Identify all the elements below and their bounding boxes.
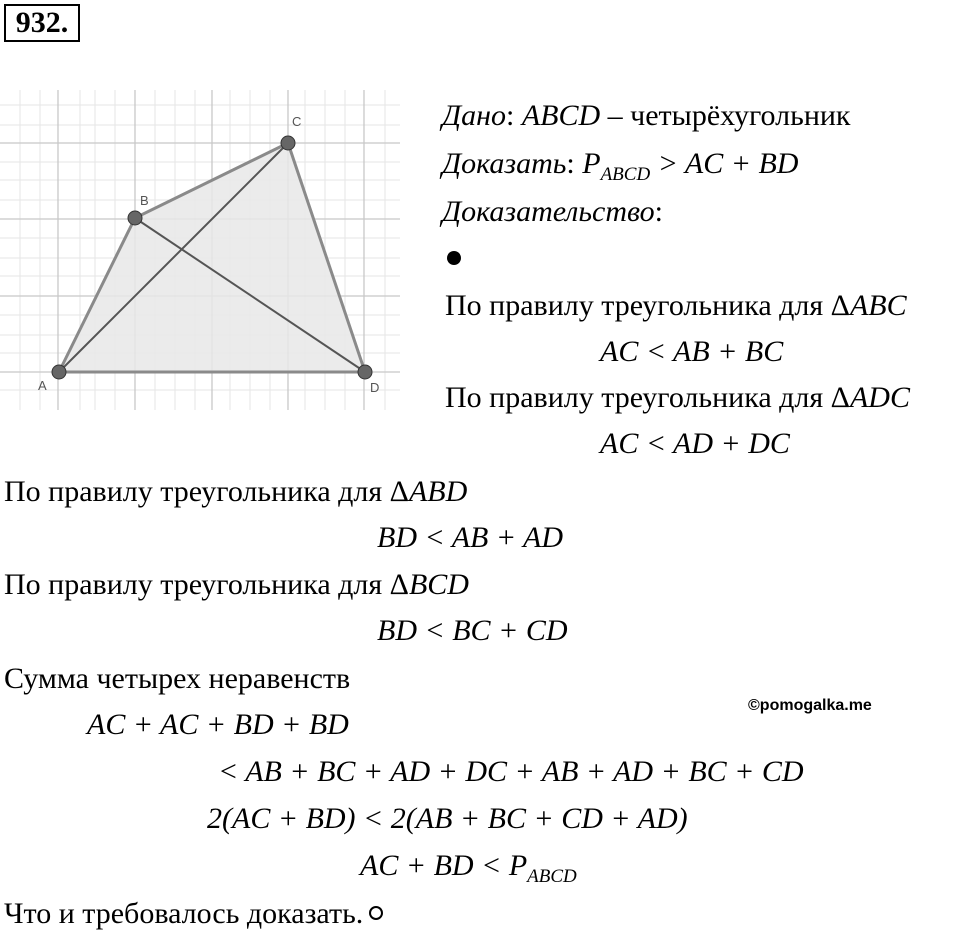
vertex-c — [281, 136, 295, 150]
sum-line-1: AC + AC + BD + BD — [87, 708, 349, 741]
given-dash: – — [607, 99, 623, 132]
step-rule-text: По правилу треугольника для Δ — [4, 568, 409, 601]
final-inequality — [360, 848, 577, 887]
vertex-b — [128, 211, 142, 225]
quadrilateral-figure — [0, 90, 405, 415]
prove-p: P — [582, 147, 601, 180]
given-line — [442, 98, 851, 134]
step-inequality: BD < AB + AD — [377, 521, 564, 554]
step-rule-text: По правилу треугольника для Δ — [4, 475, 409, 508]
label-b: B — [140, 193, 149, 208]
prove-sep: : — [566, 147, 575, 180]
step-rule-text: По правилу треугольника для Δ — [445, 381, 850, 414]
vertex-a — [52, 365, 66, 379]
sum-line-3: 2(AC + BD) < 2(AB + BC + CD + AD) — [207, 802, 688, 835]
proof-label: Доказательство — [442, 195, 655, 228]
prove-label: Доказать — [442, 147, 567, 180]
final-left: AC + BD < P — [360, 849, 528, 882]
problem-number: 932. — [4, 4, 80, 42]
given-object: ABCD — [521, 99, 601, 132]
label-c: C — [292, 114, 302, 129]
given-label: Дано — [442, 99, 506, 132]
watermark: ©pomogalka.me — [748, 697, 872, 714]
end-circle-icon — [369, 906, 383, 920]
step-triangle: ABC — [849, 289, 907, 322]
proof-heading — [442, 194, 663, 230]
prove-line — [442, 146, 799, 185]
step-rule — [4, 474, 467, 510]
step-inequality: BD < BC + CD — [377, 614, 568, 647]
proof-sep: : — [654, 195, 663, 228]
step-triangle: ABD — [408, 475, 468, 508]
step-rule — [4, 567, 469, 603]
step-triangle: ADC — [849, 381, 910, 414]
sum-label: Сумма четырех неравенств — [4, 662, 351, 695]
step-rule-text: По правилу треугольника для Δ — [445, 289, 850, 322]
step-triangle: BCD — [408, 568, 469, 601]
step-inequality: AC < AD + DC — [600, 427, 790, 460]
final-sub: ABCD — [527, 866, 577, 887]
step-rule — [445, 380, 910, 416]
prove-p-sub: ABCD — [600, 164, 651, 185]
vertex-d — [358, 365, 372, 379]
label-d: D — [370, 380, 380, 395]
given-text: четырёхугольник — [630, 99, 851, 132]
conclusion-text: Что и требовалось доказать. — [4, 897, 364, 930]
conclusion — [4, 896, 383, 932]
step-rule — [445, 288, 907, 324]
prove-rest: > AC + BD — [657, 147, 799, 180]
sum-line-2: < AB + BC + AD + DC + AB + AD + BC + CD — [218, 755, 804, 788]
bullet-icon — [447, 251, 461, 265]
label-a: A — [38, 378, 47, 393]
given-sep: : — [505, 99, 515, 132]
step-inequality: AC < AB + BC — [600, 335, 784, 368]
